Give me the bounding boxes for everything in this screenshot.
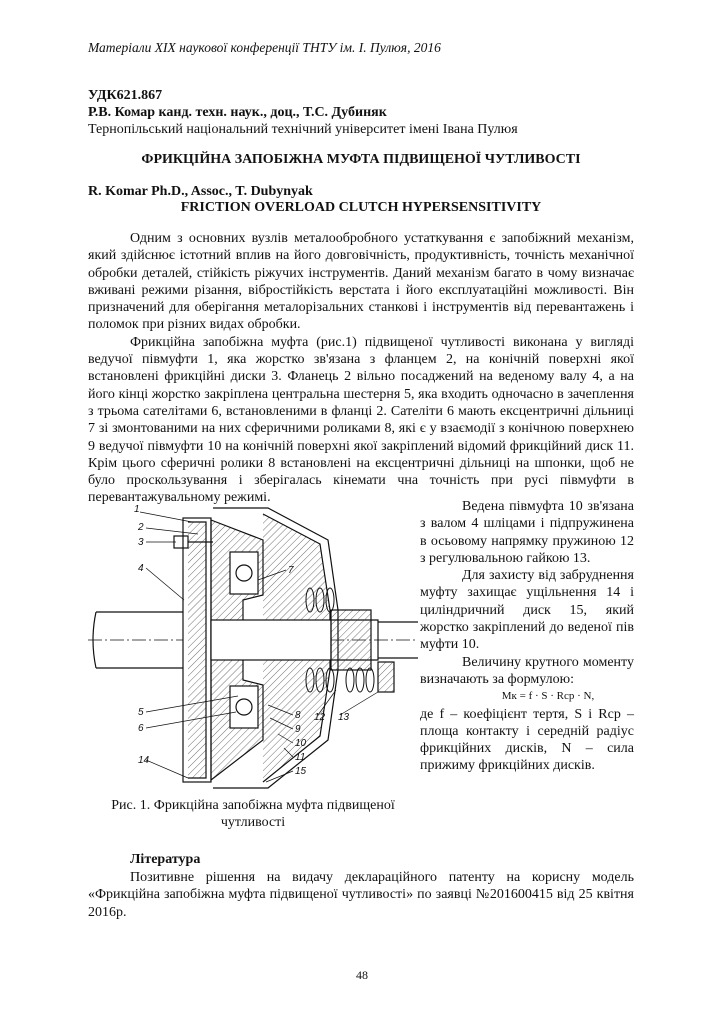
page-number: 48 (356, 968, 368, 982)
label-4: 4 (138, 563, 144, 574)
body-text (88, 230, 634, 507)
label-9: 9 (295, 724, 301, 735)
affiliation: Тернопільський національний технічний університет імені Івана Пулюя (88, 122, 518, 137)
right-paragraph-2: Для захисту від забруднення муфту захищає ущільнення 14 і циліндричний диск 15, який жорстко закріплений до веденої пів муфти 10. (420, 568, 634, 653)
authors-en: R. Komar Ph.D., Assoc., T. Dubynyak (88, 184, 313, 199)
paragraph-2: Фрикційна запобіжна муфта (рис.1) підвищеної чутливості виконана у вигляді ведучої півмуфти 1, яка жорстко зв'язана з фланцем 2, на конічній поверхні якої встановлені фрикційні диски 3. Фланець 2 вільно посаджений на веденому валу 4, а на його кінці жорстко закріплена центральна шестерня 5, яка входить одночасно в зачеплення з трьома сателітами 6, встановленими в фланці 2. Сателіти 6 мають ексцентричні дільниці 7 зі змонтованими на них сферичними роликами 8, які є у взаємодії з конічною поверхнею 9 ведучої півмуфти 10 на конічній поверхні якої закріплений відомий фрикційний диск 11. Крім цього сферичні ролики 8 встановлені на ексцентричні дільниці на шпонки, щоб не було проскользування і зберігалась кінемати чна точність при русі півмуфти в перевантажувальному режимі. (88, 334, 634, 506)
label-3: 3 (138, 537, 144, 548)
label-11: 11 (295, 752, 306, 763)
label-12: 12 (314, 712, 326, 723)
authors-ua: Р.В. Комар канд. техн. наук., доц., Т.С. Дубиняк (88, 105, 387, 120)
torque-formula: Mк = f · S · Rср · N, (501, 690, 595, 703)
right-paragraph-4: де f – коефіцієнт тертя, S і Rср – площа контакту і середній радіус фрикційних дисків, N – сила прижиму фрикційних дисків. (420, 706, 634, 774)
literature-heading: Література (130, 852, 201, 867)
label-2: 2 (138, 522, 144, 533)
label-1: 1 (134, 504, 140, 515)
running-header: Матеріали XIX наукової конференції ТНТУ ім. І. Пулюя, 2016 (88, 40, 441, 55)
label-6: 6 (138, 723, 144, 734)
title-ua: ФРИКЦІЙНА ЗАПОБІЖНА МУФТА ПІДВИЩЕНОЇ ЧУТЛИВОСТІ (141, 152, 581, 167)
right-paragraph-1: Ведена півмуфта 10 зв'язана з валом 4 шліцами і підпружинена в осьовому напрямку пружиною 12 з регулювальною гайкою 13. (420, 499, 634, 566)
label-14: 14 (138, 755, 150, 766)
right-paragraph-3: Величину крутного моменту визначають за формулою: (420, 654, 634, 687)
literature-text (88, 869, 634, 921)
label-5: 5 (138, 707, 144, 718)
clutch-drawing (88, 500, 418, 795)
udc-code: УДК621.867 (88, 88, 163, 103)
label-15: 15 (295, 766, 307, 777)
label-10: 10 (295, 738, 307, 749)
right-column (420, 498, 634, 775)
label-7: 7 (288, 565, 294, 576)
label-13: 13 (338, 712, 350, 723)
figure-caption: Рис. 1. Фрикційна запобіжна муфта підвищеної чутливості (111, 798, 395, 830)
literature-entry: Позитивне рішення на видачу деклараційного патенту на корисну модель «Фрикційна запобіжна муфта підвищеної чутливості» по заявці №201600415 від 25 квітня 2016р. (88, 870, 634, 920)
paragraph-1: Одним з основних вузлів металообробного устаткування є запобіжний механізм, який здійснює істотний вплив на його довговічність, продуктивність, точність механічної обробки деталей, стійкість ріжучих інструментів. Даний механізм багато в чому визначає вживані режими різання, віброcтійкість верстата і його експлуатаційні можливості. Він призначений для оберігання металорізальних станкові і інструментів від перевантажень і поломок при різних видах обробки. (88, 231, 634, 333)
title-en: FRICTION OVERLOAD CLUTCH HYPERSENSITIVITY (180, 200, 542, 215)
label-8: 8 (295, 710, 301, 721)
